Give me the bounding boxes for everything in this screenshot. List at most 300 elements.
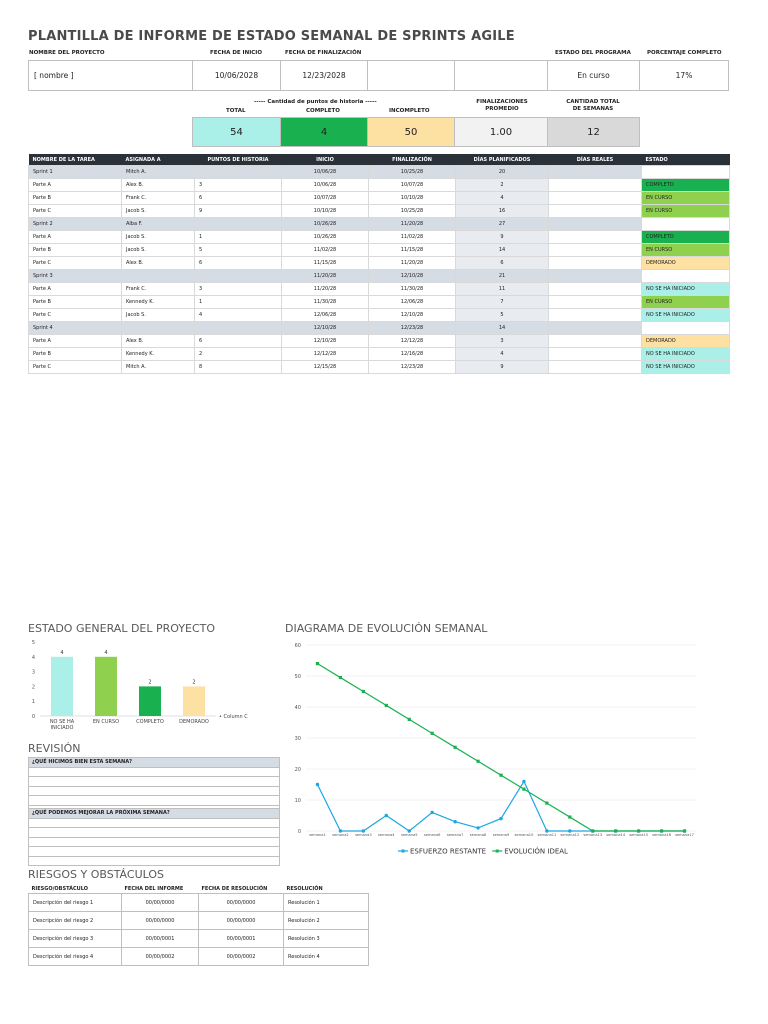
sprint-row <box>29 270 730 283</box>
cell-actual[interactable] <box>549 166 642 179</box>
series-point <box>568 815 571 818</box>
x-tick-label: semana11 <box>537 833 557 837</box>
cell-end[interactable]: 11/30/28 <box>369 283 456 296</box>
task-table <box>28 154 730 374</box>
risk-column-header: RESOLUCIÓN <box>286 885 323 892</box>
task-table-header <box>29 154 730 166</box>
burndown-title: DIAGRAMA DE EVOLUCIÓN SEMANAL <box>285 622 488 635</box>
y-tick-label: 3 <box>31 669 35 676</box>
cell-start[interactable]: 12/10/28 <box>282 322 369 335</box>
risks-title: RIESGOS Y OBSTÁCULOS <box>28 868 164 881</box>
series-line <box>317 664 684 831</box>
cell-name[interactable]: Parte B <box>29 244 122 257</box>
cell-end[interactable]: 12/16/28 <box>369 348 456 361</box>
risk-column-header: FECHA DE RESOLUCIÓN <box>201 885 268 892</box>
task-row <box>29 205 730 218</box>
column-header: DÍAS PLANIFICADOS <box>456 154 549 166</box>
cell-actual[interactable] <box>549 244 642 257</box>
cell-assigned[interactable]: Alex B. <box>122 335 195 348</box>
risk-cell[interactable]: Descripción del riesgo 2 <box>29 912 122 930</box>
cell-points[interactable]: 4 <box>195 309 282 322</box>
cell-assigned[interactable]: Jacob S. <box>122 244 195 257</box>
cell-assigned[interactable] <box>122 270 195 283</box>
cell-actual[interactable] <box>549 361 642 374</box>
story-points-header: ----- Cantidad de puntos de historia ----- <box>254 99 377 105</box>
cell-start[interactable]: 11/15/28 <box>282 257 369 270</box>
review-well-question: ¿QUÉ HICIMOS BIEN ESTA SEMANA? <box>29 758 280 768</box>
cell-actual[interactable] <box>549 231 642 244</box>
cell-start[interactable]: 11/20/28 <box>282 283 369 296</box>
cell-points[interactable] <box>195 322 282 335</box>
cell-points[interactable]: 5 <box>195 244 282 257</box>
data-label: 4 <box>60 649 64 656</box>
task-row <box>29 296 730 309</box>
risk-row <box>29 912 369 930</box>
series-point <box>568 829 571 832</box>
risk-row <box>29 930 369 948</box>
cell-start[interactable]: 10/26/28 <box>282 231 369 244</box>
cell-start[interactable]: 12/10/28 <box>282 335 369 348</box>
cell-end[interactable]: 12/06/28 <box>369 296 456 309</box>
project-name-label: NOMBRE DEL PROYECTO <box>29 50 105 56</box>
avg-label-2: PROMEDIO <box>485 106 519 112</box>
review-line[interactable] <box>29 796 280 806</box>
series-point <box>316 783 319 786</box>
x-tick-label: semana16 <box>652 833 672 837</box>
total-weeks-value: 12 <box>547 117 640 147</box>
cell-planned[interactable]: 21 <box>456 270 549 283</box>
cell-status[interactable]: EN CURSO <box>642 205 730 218</box>
cell-actual[interactable] <box>549 270 642 283</box>
cell-assigned[interactable]: Alex B. <box>122 257 195 270</box>
cell-name[interactable]: Parte A <box>29 283 122 296</box>
cell-actual[interactable] <box>549 192 642 205</box>
cell-start[interactable]: 12/15/28 <box>282 361 369 374</box>
cell-planned[interactable]: 9 <box>456 231 549 244</box>
cell-status[interactable]: EN CURSO <box>642 192 730 205</box>
cell-status[interactable] <box>642 270 730 283</box>
cell-status[interactable]: DEMORADO <box>642 257 730 270</box>
risk-cell[interactable]: Resolución 1 <box>284 894 369 912</box>
category-label: NO SE HA <box>49 719 75 725</box>
series-point <box>476 826 479 829</box>
cell-planned[interactable]: 14 <box>456 322 549 335</box>
column-header: ASIGNADA A <box>122 154 195 166</box>
cell-end[interactable]: 10/25/28 <box>369 166 456 179</box>
data-label: 2 <box>148 679 152 686</box>
sprint-row <box>29 218 730 231</box>
cell-assigned[interactable]: Alba F. <box>122 218 195 231</box>
cell-start[interactable]: 10/26/28 <box>282 218 369 231</box>
cell-status[interactable] <box>642 322 730 335</box>
end-date-label: FECHA DE FINALIZACIÓN <box>285 50 362 56</box>
series-point <box>454 746 457 749</box>
cell-assigned[interactable]: Jacob S. <box>122 205 195 218</box>
percent-complete-label: PORCENTAJE COMPLETO <box>647 50 722 56</box>
bar <box>183 686 205 716</box>
cell-planned[interactable]: 4 <box>456 348 549 361</box>
cell-assigned[interactable]: Mitch A. <box>122 361 195 374</box>
cell-planned[interactable]: 27 <box>456 218 549 231</box>
cell-planned[interactable]: 16 <box>456 205 549 218</box>
bar <box>139 686 161 716</box>
cell-start[interactable]: 11/02/28 <box>282 244 369 257</box>
review-line[interactable] <box>29 837 280 847</box>
cell-assigned[interactable]: Kennedy K. <box>122 296 195 309</box>
start-date-label: FECHA DE INICIO <box>210 50 263 56</box>
sprint-row <box>29 166 730 179</box>
weeks-label-1: CANTIDAD TOTAL <box>566 99 620 105</box>
cell-status[interactable]: NO SE HA INICIADO <box>642 361 730 374</box>
legend-label: EVOLUCIÓN IDEAL <box>504 847 568 856</box>
cell-actual[interactable] <box>549 283 642 296</box>
cell-name[interactable]: Parte C <box>29 257 122 270</box>
y-tick-label: 5 <box>31 640 35 646</box>
project-name-field[interactable]: [ nombre ] <box>28 60 193 91</box>
task-row <box>29 283 730 296</box>
series-point <box>431 732 434 735</box>
review-line[interactable] <box>29 786 280 796</box>
series-point <box>660 829 663 832</box>
cell-end[interactable]: 11/20/28 <box>369 218 456 231</box>
series-point <box>385 704 388 707</box>
cell-status[interactable] <box>642 218 730 231</box>
complete-label: COMPLETO <box>306 108 340 114</box>
y-tick-label: 20 <box>294 767 301 773</box>
cell-status[interactable]: NO SE HA INICIADO <box>642 348 730 361</box>
cell-end[interactable]: 10/25/28 <box>369 205 456 218</box>
cell-assigned[interactable]: Kennedy K. <box>122 348 195 361</box>
series-point <box>339 676 342 679</box>
x-tick-label: semana1 <box>309 833 326 837</box>
burndown-chart <box>284 638 700 862</box>
legend-label: • Column C <box>219 714 248 720</box>
task-table-body <box>29 166 730 374</box>
cell-actual[interactable] <box>549 257 642 270</box>
cell-planned[interactable]: 11 <box>456 283 549 296</box>
cell-points[interactable] <box>195 166 282 179</box>
program-status-label: ESTADO DEL PROGRAMA <box>555 50 631 56</box>
total-points-value: 54 <box>192 117 281 147</box>
risk-cell[interactable]: 00/00/0001 <box>122 930 199 948</box>
cell-start[interactable]: 10/10/28 <box>282 205 369 218</box>
series-point <box>362 690 365 693</box>
data-label: 2 <box>192 679 196 686</box>
cell-status[interactable]: NO SE HA INICIADO <box>642 283 730 296</box>
bar <box>51 657 73 716</box>
task-row <box>29 335 730 348</box>
complete-points-value: 4 <box>280 117 368 147</box>
cell-assigned[interactable] <box>122 322 195 335</box>
series-point <box>614 829 617 832</box>
cell-actual[interactable] <box>549 322 642 335</box>
x-tick-label: semana7 <box>446 833 464 837</box>
cell-status[interactable]: DEMORADO <box>642 335 730 348</box>
cell-start[interactable]: 10/06/28 <box>282 166 369 179</box>
cell-status[interactable]: COMPLETO <box>642 231 730 244</box>
review-improve-question: ¿QUÉ PODEMOS MEJORAR LA PRÓXIMA SEMANA? <box>29 809 280 819</box>
column-header: FINALIZACIÓN <box>369 154 456 166</box>
x-tick-label: semana3 <box>355 833 372 837</box>
cell-name[interactable]: Sprint 4 <box>29 322 122 335</box>
column-header: PUNTOS DE HISTORIA <box>195 154 282 166</box>
cell-start[interactable]: 10/06/28 <box>282 179 369 192</box>
task-row <box>29 257 730 270</box>
cell-actual[interactable] <box>549 309 642 322</box>
task-row <box>29 361 730 374</box>
cell-actual[interactable] <box>549 205 642 218</box>
series-point <box>408 718 411 721</box>
review-line[interactable] <box>29 818 280 828</box>
cell-status[interactable]: NO SE HA INICIADO <box>642 309 730 322</box>
task-row <box>29 231 730 244</box>
x-tick-label: semana4 <box>378 833 395 837</box>
risk-cell[interactable]: 00/00/0000 <box>122 912 199 930</box>
cell-planned[interactable]: 3 <box>456 335 549 348</box>
series-point <box>476 760 479 763</box>
cell-planned[interactable]: 6 <box>456 257 549 270</box>
cell-points[interactable] <box>195 270 282 283</box>
legend-label: ESFUERZO RESTANTE <box>410 847 487 856</box>
risk-cell[interactable]: Descripción del riesgo 3 <box>29 930 122 948</box>
overall-status-chart <box>28 636 260 736</box>
risk-cell[interactable]: Descripción del riesgo 1 <box>29 894 122 912</box>
x-tick-label: semana8 <box>469 833 487 837</box>
cell-planned[interactable]: 7 <box>456 296 549 309</box>
legend-marker <box>402 850 405 853</box>
cell-planned[interactable]: 20 <box>456 166 549 179</box>
review-line[interactable] <box>29 828 280 838</box>
cell-start[interactable]: 12/12/28 <box>282 348 369 361</box>
x-tick-label: semana9 <box>492 833 510 837</box>
series-point <box>683 829 686 832</box>
total-label: TOTAL <box>226 108 246 114</box>
cell-assigned[interactable]: Alex B. <box>122 179 195 192</box>
risk-row <box>29 894 369 912</box>
category-label: EN CURSO <box>92 719 120 725</box>
x-tick-label: semana12 <box>560 833 580 837</box>
blank-field-2[interactable] <box>454 60 548 91</box>
cell-end[interactable]: 12/12/28 <box>369 335 456 348</box>
cell-name[interactable]: Sprint 3 <box>29 270 122 283</box>
cell-assigned[interactable]: Frank C. <box>122 192 195 205</box>
cell-start[interactable]: 12/06/28 <box>282 309 369 322</box>
risk-row <box>29 948 369 966</box>
series-point <box>591 829 594 832</box>
task-row <box>29 348 730 361</box>
cell-name[interactable]: Parte B <box>29 192 122 205</box>
risk-cell[interactable]: 00/00/0000 <box>199 912 284 930</box>
cell-actual[interactable] <box>549 335 642 348</box>
y-tick-label: 4 <box>31 654 35 661</box>
risk-cell[interactable]: 00/00/0002 <box>122 948 199 966</box>
cell-end[interactable]: 12/10/28 <box>369 270 456 283</box>
cell-start[interactable]: 10/07/28 <box>282 192 369 205</box>
cell-name[interactable]: Sprint 1 <box>29 166 122 179</box>
cell-planned[interactable]: 9 <box>456 361 549 374</box>
cell-points[interactable]: 6 <box>195 192 282 205</box>
risk-cell[interactable]: Descripción del riesgo 4 <box>29 948 122 966</box>
x-tick-label: semana15 <box>629 833 649 837</box>
program-status-field[interactable]: En curso <box>547 60 640 91</box>
x-tick-label: semana5 <box>400 833 418 837</box>
task-row <box>29 179 730 192</box>
cell-name[interactable]: Parte A <box>29 231 122 244</box>
cell-name[interactable]: Parte C <box>29 361 122 374</box>
cell-points[interactable]: 3 <box>195 179 282 192</box>
cell-planned[interactable]: 4 <box>456 192 549 205</box>
review-improve-table <box>28 808 280 866</box>
risks-table-header <box>29 884 369 894</box>
cell-end[interactable]: 10/07/28 <box>369 179 456 192</box>
risk-column-header: FECHA DEL INFORME <box>124 885 184 892</box>
column-header: NOMBRE DE LA TAREA <box>29 154 122 166</box>
task-row <box>29 192 730 205</box>
risk-cell[interactable]: 00/00/0001 <box>199 930 284 948</box>
review-line[interactable] <box>29 856 280 866</box>
cell-name[interactable]: Parte B <box>29 296 122 309</box>
y-tick-label: 40 <box>294 705 301 711</box>
cell-end[interactable]: 12/23/28 <box>369 361 456 374</box>
cell-assigned[interactable]: Mitch A. <box>122 166 195 179</box>
cell-actual[interactable] <box>549 179 642 192</box>
cell-name[interactable]: Parte A <box>29 335 122 348</box>
cell-points[interactable]: 8 <box>195 361 282 374</box>
cell-name[interactable]: Sprint 2 <box>29 218 122 231</box>
cell-end[interactable]: 10/10/28 <box>369 192 456 205</box>
cell-points[interactable]: 6 <box>195 257 282 270</box>
incomplete-label: INCOMPLETO <box>389 108 430 114</box>
data-label: 4 <box>104 649 108 656</box>
risks-table-body <box>29 894 369 966</box>
cell-points[interactable] <box>195 218 282 231</box>
overall-status-title: ESTADO GENERAL DEL PROYECTO <box>28 622 216 635</box>
x-tick-label: semana13 <box>583 833 603 837</box>
review-title: REVISIÓN <box>28 742 81 755</box>
cell-planned[interactable]: 5 <box>456 309 549 322</box>
cell-status[interactable] <box>642 166 730 179</box>
legend-marker <box>496 850 499 853</box>
sprint-row <box>29 322 730 335</box>
risk-column-header: RIESGO/OBSTÁCULO <box>31 885 88 892</box>
cell-assigned[interactable]: Jacob S. <box>122 309 195 322</box>
x-tick-label: semana6 <box>423 833 441 837</box>
y-tick-label: 30 <box>294 736 301 742</box>
x-tick-label: semana17 <box>675 833 694 837</box>
cell-points[interactable]: 1 <box>195 231 282 244</box>
risk-cell[interactable]: Resolución 3 <box>284 930 369 948</box>
cell-actual[interactable] <box>549 348 642 361</box>
x-tick-label: semana14 <box>606 833 626 837</box>
cell-start[interactable]: 11/20/28 <box>282 270 369 283</box>
x-tick-label: semana2 <box>332 833 349 837</box>
y-tick-label: 0 <box>297 829 301 835</box>
column-header: INICIO <box>282 154 369 166</box>
cell-points[interactable]: 2 <box>195 348 282 361</box>
y-tick-label: 1 <box>31 699 35 706</box>
series-point <box>545 829 548 832</box>
review-line[interactable] <box>29 847 280 857</box>
cell-end[interactable]: 11/02/28 <box>369 231 456 244</box>
column-header: ESTADO <box>642 154 730 166</box>
cell-end[interactable]: 12/23/28 <box>369 322 456 335</box>
weeks-label-2: DE SEMANAS <box>572 106 614 112</box>
cell-end[interactable]: 11/20/28 <box>369 257 456 270</box>
series-point <box>522 780 525 783</box>
review-line[interactable] <box>29 767 280 777</box>
risk-cell[interactable]: 00/00/0000 <box>122 894 199 912</box>
category-label: COMPLETO <box>136 719 164 725</box>
risk-cell[interactable]: 00/00/0000 <box>199 894 284 912</box>
cell-name[interactable]: Parte A <box>29 179 122 192</box>
cell-planned[interactable]: 14 <box>456 244 549 257</box>
series-point <box>499 774 502 777</box>
bar <box>95 657 117 716</box>
cell-name[interactable]: Parte C <box>29 205 122 218</box>
cell-end[interactable]: 11/15/28 <box>369 244 456 257</box>
cell-points[interactable]: 6 <box>195 335 282 348</box>
end-date-field[interactable]: 12/23/2028 <box>280 60 368 91</box>
y-tick-label: 0 <box>31 714 35 720</box>
risks-table <box>28 884 369 966</box>
cell-actual[interactable] <box>549 218 642 231</box>
series-point <box>499 817 502 820</box>
category-label: DEMORADO <box>179 719 209 725</box>
risk-cell[interactable]: 00/00/0002 <box>199 948 284 966</box>
series-point <box>545 802 548 805</box>
blank-field-1[interactable] <box>367 60 455 91</box>
cell-end[interactable]: 12/10/28 <box>369 309 456 322</box>
cell-assigned[interactable]: Jacob S. <box>122 231 195 244</box>
series-line <box>317 781 684 831</box>
series-point <box>362 829 365 832</box>
cell-name[interactable]: Parte C <box>29 309 122 322</box>
category-label: INICIADO <box>50 725 74 731</box>
cell-status[interactable]: EN CURSO <box>642 296 730 309</box>
start-date-field[interactable]: 10/06/2028 <box>192 60 281 91</box>
x-tick-label: semana10 <box>514 833 534 837</box>
series-point <box>522 788 525 791</box>
cell-planned[interactable]: 2 <box>456 179 549 192</box>
avg-completions-value: 1.00 <box>454 117 548 147</box>
y-tick-label: 2 <box>31 684 35 691</box>
cell-points[interactable]: 3 <box>195 283 282 296</box>
cell-actual[interactable] <box>549 296 642 309</box>
percent-complete-field[interactable]: 17% <box>639 60 729 91</box>
series-point <box>385 814 388 817</box>
cell-name[interactable]: Parte B <box>29 348 122 361</box>
page-title: PLANTILLA DE INFORME DE ESTADO SEMANAL DE SPRINTS AGILE <box>28 29 515 44</box>
cell-points[interactable]: 1 <box>195 296 282 309</box>
cell-points[interactable]: 9 <box>195 205 282 218</box>
y-tick-label: 10 <box>294 798 301 804</box>
series-point <box>453 820 456 823</box>
series-point <box>430 811 433 814</box>
task-row <box>29 244 730 257</box>
risk-cell[interactable]: Resolución 4 <box>284 948 369 966</box>
series-point <box>316 662 319 665</box>
cell-status[interactable]: COMPLETO <box>642 179 730 192</box>
column-header: DÍAS REALES <box>549 154 642 166</box>
series-point <box>339 829 342 832</box>
y-tick-label: 60 <box>294 643 301 649</box>
risk-cell[interactable]: Resolución 2 <box>284 912 369 930</box>
review-line[interactable] <box>29 777 280 787</box>
cell-status[interactable]: EN CURSO <box>642 244 730 257</box>
task-row <box>29 309 730 322</box>
cell-assigned[interactable]: Frank C. <box>122 283 195 296</box>
cell-start[interactable]: 11/30/28 <box>282 296 369 309</box>
